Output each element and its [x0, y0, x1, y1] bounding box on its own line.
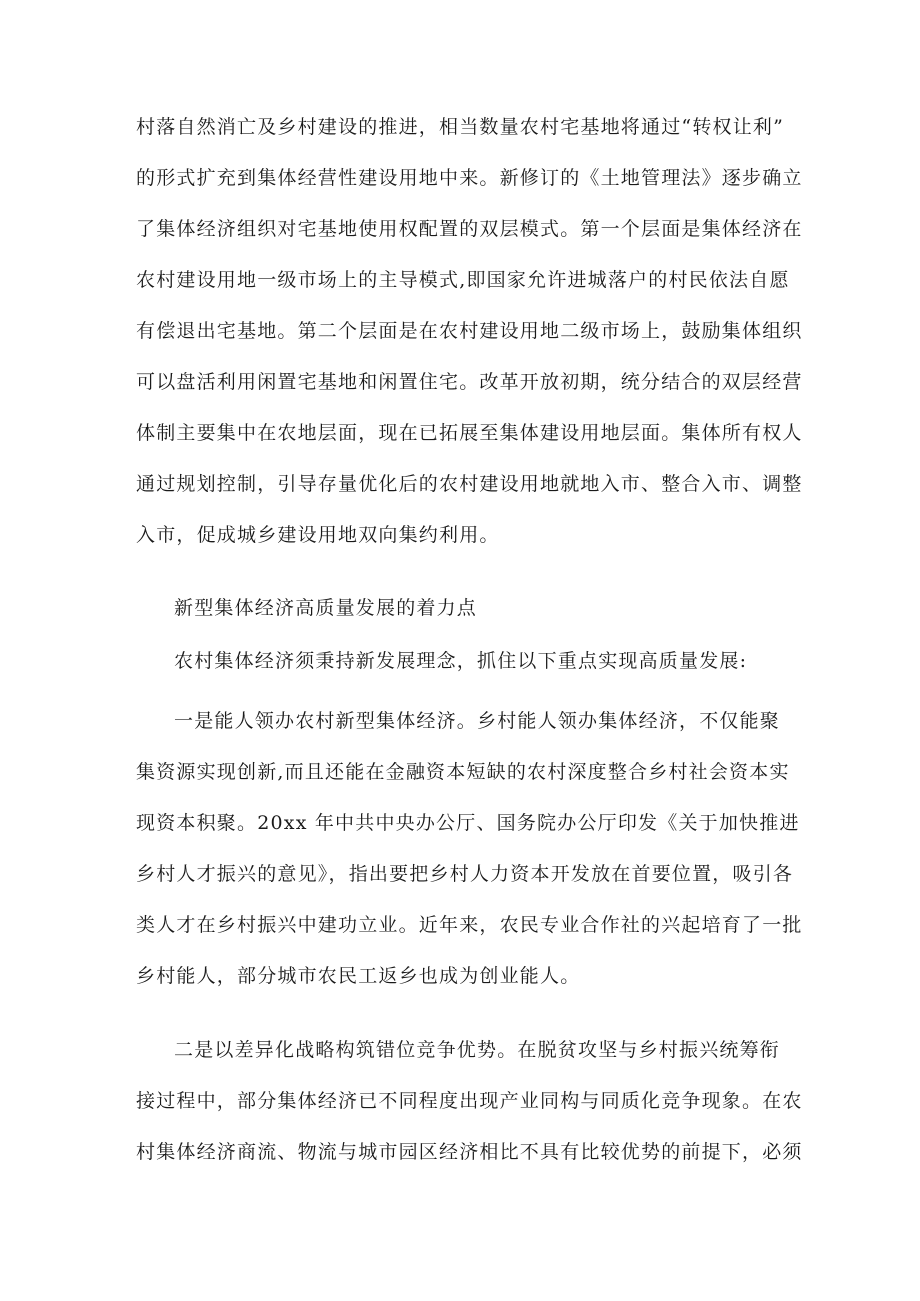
body-text-line: 通过规划控制，引导存量优化后的农村建设用地就地入市、整合入市、调整 [136, 473, 803, 495]
body-text-line: 农村集体经济须秉持新发展理念，抓住以下重点实现高质量发展: [174, 650, 748, 672]
body-text-line: 二是以差异化战略构筑错位竞争优势。在脱贫攻坚与乡村振兴统筹衔 [174, 1039, 781, 1061]
body-text-line: 村落自然消亡及乡村建设的推进，相当数量农村宅基地将通过“转权让利” [136, 116, 785, 138]
body-text-line: 乡村人才振兴的意见》，指出要把乡村人力资本开发放在首要位置，吸引各 [136, 863, 794, 885]
body-text-line: 入市，促成城乡建设用地双向集约利用。 [136, 524, 500, 546]
body-text-line: 乡村能人，部分城市农民工返乡也成为创业能人。 [136, 965, 581, 987]
body-text-line: 村集体经济商流、物流与城市园区经济相比不具有比较优势的前提下，必须 [136, 1141, 803, 1163]
body-text-line: 农村建设用地一级市场上的主导模式,即国家允许进城落户的村民依法自愿 [136, 269, 790, 291]
body-text-line: 体制主要集中在农地层面，现在已拓展至集体建设用地层面。集体所有权人 [136, 422, 803, 444]
body-text-line: 类人才在乡村振兴中建功立业。近年来，农民专业合作社的兴起培育了一批 [136, 914, 803, 936]
body-text-line: 一是能人领办农村新型集体经济。乡村能人领办集体经济，不仅能聚 [174, 710, 781, 732]
body-text-line: 可以盘活利用闲置宅基地和闲置住宅。改革开放初期，统分结合的双层经营 [136, 371, 803, 393]
body-text-line: 有偿退出宅基地。第二个层面是在农村建设用地二级市场上，鼓励集体组织 [136, 320, 803, 342]
body-text-line: 接过程中，部分集体经济已不同程度出现产业同构与同质化竞争现象。在农 [136, 1090, 803, 1112]
body-text-line: 集资源实现创新,而且还能在金融资本短缺的农村深度整合乡村社会资本实 [136, 761, 790, 783]
section-heading: 新型集体经济高质量发展的着力点 [174, 597, 478, 619]
body-text-line: 了集体经济组织对宅基地使用权配置的双层模式。第一个层面是集体经济在 [136, 218, 803, 240]
body-text-line: 现资本积聚。20xx 年中共中央办公厅、国务院办公厅印发《关于加快推进 [136, 812, 800, 834]
body-text-line: 的形式扩充到集体经营性建设用地中来。新修订的《土地管理法》逐步确立 [136, 167, 803, 189]
